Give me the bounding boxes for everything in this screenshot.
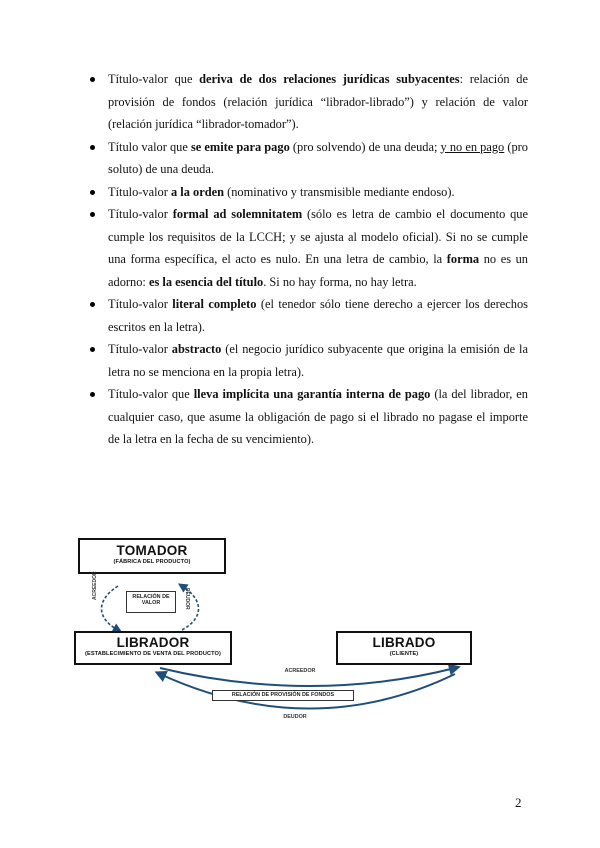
bold-text: a la orden bbox=[170, 184, 224, 199]
text-run: (la del librador, en cualquier caso, que asume la obligación de pago si el librado no pagase el importe de la letra en la fecha de su vencimiento). bbox=[108, 387, 528, 446]
bullet-list bbox=[84, 68, 528, 451]
bold-text: es la esencia del título bbox=[148, 274, 264, 289]
text-run: Título-valor que bbox=[108, 387, 194, 401]
text-run: (el negocio jurídico subyacente que origina la emisión de la letra no se menciona en la propia letra). bbox=[108, 342, 528, 379]
relacion-provision-box bbox=[212, 690, 354, 701]
relacion-valor-box bbox=[126, 591, 176, 613]
bullet-dot-icon bbox=[90, 145, 95, 150]
bullet-dot-icon bbox=[90, 77, 95, 82]
text-run: Título-valor bbox=[108, 297, 173, 311]
bold-text: lleva implícita una garantía interna de pago bbox=[193, 387, 431, 401]
tomador-box bbox=[78, 538, 226, 574]
text-run: Título-valor que bbox=[108, 72, 200, 86]
text-run: Título-valor bbox=[108, 207, 173, 221]
bullet-dot-icon bbox=[90, 190, 95, 195]
text-run: Título valor que bbox=[108, 139, 191, 154]
bullet-item bbox=[84, 203, 528, 293]
text-run: (pro solvendo) de una deuda; bbox=[289, 139, 441, 154]
librador-title: LIBRADOR bbox=[116, 635, 190, 650]
arrow-left-curve bbox=[102, 586, 119, 630]
text-run: Título-valor bbox=[108, 342, 172, 356]
bold-text: se emite para pago bbox=[190, 139, 290, 154]
text-run: no es un adorno: bbox=[108, 252, 529, 289]
relacion-provision-label: RELACIÓN DE PROVISIÓN DE FONDOS bbox=[231, 692, 335, 698]
bullet-dot-icon bbox=[90, 212, 95, 217]
bullet-item bbox=[84, 68, 528, 136]
text-run: (sólo es letra de cambio el documento que cumple los requisitos de la LCCH; y se ajusta al modelo oficial). Si no se cumple una forma específica, el acto es nulo. En una letra de cambio, la bbox=[108, 207, 528, 266]
bullet-dot-icon bbox=[90, 302, 95, 307]
bold-text: deriva de dos relaciones jurídicas subyacentes bbox=[199, 72, 460, 86]
deudor-bottom-label: DEUDOR bbox=[283, 714, 307, 720]
librado-box bbox=[336, 631, 472, 665]
bold-text: abstracto bbox=[171, 342, 222, 356]
librador-box bbox=[74, 631, 232, 665]
bullet-item bbox=[84, 338, 528, 383]
text-run: (pro soluto) de una deuda. bbox=[108, 139, 529, 176]
tomador-subtitle: (FÁBRICA DEL PRODUCTO) bbox=[113, 559, 191, 565]
text-run: (el tenedor sólo tiene derecho a ejercer los derechos escritos en la letra). bbox=[108, 297, 528, 334]
acreedor-bottom-label: ACREEDOR bbox=[284, 668, 316, 674]
tomador-title: TOMADOR bbox=[116, 543, 188, 558]
text-run: . Si no hay forma, no hay letra. bbox=[263, 274, 417, 289]
text-run: : relación de provisión de fondos (relación jurídica “librador-librado”) y relación de valor (relación jurídica “librador-tomador”). bbox=[108, 72, 528, 131]
page-number: 2 bbox=[515, 795, 522, 810]
text-run: (nominativo y transmisible mediante endoso). bbox=[224, 184, 455, 199]
bold-text: forma bbox=[446, 252, 480, 266]
bold-text: formal ad solemnitatem bbox=[172, 207, 303, 221]
relacion-valor-label: RELACIÓN DE VALOR bbox=[132, 594, 170, 606]
deudor-right-label: DEUDOR bbox=[184, 588, 190, 610]
bullet-item bbox=[84, 181, 528, 204]
text-run: Título-valor bbox=[108, 184, 171, 199]
bullet-item bbox=[84, 136, 528, 181]
librado-title: LIBRADO bbox=[372, 635, 436, 650]
librador-subtitle: (ESTABLECIMIENTO DE VENTA DEL PRODUCTO) bbox=[85, 651, 221, 657]
bullet-item bbox=[84, 293, 528, 338]
text-run: y no en pago bbox=[440, 139, 505, 154]
bold-text: literal completo bbox=[172, 297, 257, 311]
librado-subtitle: (CLIENTE) bbox=[389, 651, 419, 657]
acreedor-left-label: ACREEDOR bbox=[92, 571, 98, 600]
bullet-dot-icon bbox=[90, 392, 95, 397]
bullet-item bbox=[84, 383, 528, 451]
bullet-dot-icon bbox=[90, 347, 95, 352]
